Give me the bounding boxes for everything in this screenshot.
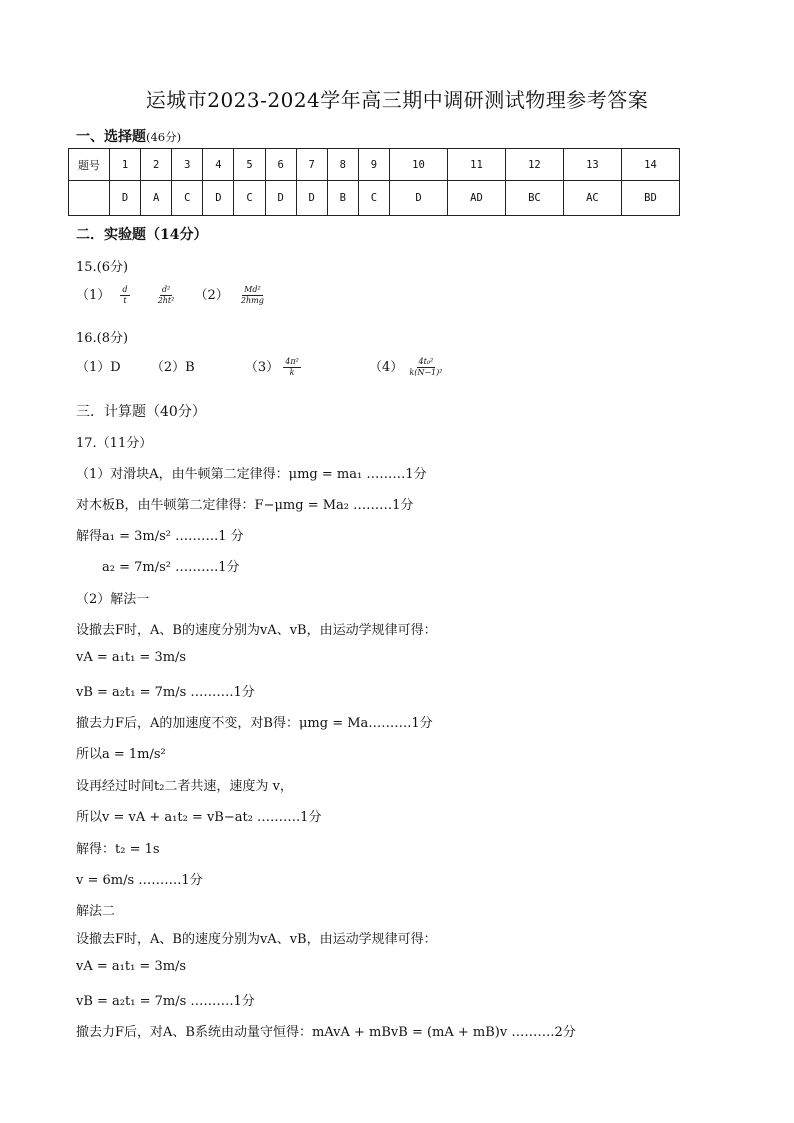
table-cell-number: 2 [141, 149, 172, 181]
section-calc-score: （40分） [146, 404, 206, 420]
q17-line: 解得a₁ = 3m/s² ……….1 分 [76, 529, 244, 544]
table-cell-number: 3 [172, 149, 203, 181]
table-cell-number: 12 [505, 149, 563, 181]
table-cell-answer: BD [621, 181, 679, 216]
q15-f1-denominator: t [123, 296, 127, 305]
answer-table [68, 148, 680, 216]
q16-f4-numerator: 4π² [285, 357, 299, 366]
table-cell-number: 14 [621, 149, 679, 181]
q17-line: vA = a₁t₁ = 3m/s [76, 650, 187, 665]
page-title: 运城市2023-2024学年高三期中调研测试物理参考答案 [145, 88, 649, 112]
table-cell-answer: BC [505, 181, 563, 216]
section-experiment-heading [76, 224, 207, 244]
section-choice-heading [76, 126, 181, 146]
q15-f3-denominator: 2hmg [240, 296, 264, 305]
q17-line: 设撤去F时，A、B的速度分别为vA、vB，由运动学规律可得： [76, 932, 437, 947]
q17-line: 设撤去F时，A、B的速度分别为vA、vB，由运动学规律可得： [76, 623, 437, 638]
q17-line: vB = a₂t₁ = 7m/s ……….1分 [76, 685, 255, 700]
q17-line: 解得：t₂ = 1s [76, 842, 160, 857]
q16-label: 16.(8分) [76, 331, 129, 346]
q16-answers [76, 356, 450, 377]
table-cell-number: 8 [327, 149, 358, 181]
q15-fraction-3 [239, 286, 266, 305]
section-calc-heading [76, 401, 206, 421]
q17-line: a₂ = 7m/s² ……….1分 [102, 560, 240, 575]
q15-f2-denominator: 2ht² [157, 296, 175, 305]
table-cell-answer: B [327, 181, 358, 216]
section-choice-score: (46分) [146, 130, 182, 144]
q15-part2-label: （2） [194, 288, 229, 303]
q17-line: 设再经过时间t₂二者共速，速度为 v， [76, 779, 293, 794]
q15-f3-numerator: Md² [244, 285, 261, 294]
q17-line: v = 6m/s ……….1分 [76, 873, 203, 888]
q17-line: vA = a₁t₁ = 3m/s [76, 959, 187, 974]
table-cell-answer: C [234, 181, 265, 216]
section-experiment-title: 二．实验题 [76, 227, 146, 243]
q16-f4-denominator: k [289, 368, 295, 377]
q15-part1-label: （1） [76, 288, 111, 303]
table-cell-number: 5 [234, 149, 265, 181]
table-row-answers [69, 181, 680, 216]
q17-line: 撤去力F后，对A、B系统由动量守恒得：mAvA + mBvB = (mA + mB)v ……….2分 [76, 1025, 576, 1040]
q16-fraction-1 [283, 358, 301, 377]
q17-line: 所以v = vA + a₁t₂ = vB−at₂ ……….1分 [76, 810, 322, 825]
q17-line: （2）解法一 [76, 592, 150, 607]
table-cell-empty [69, 181, 110, 216]
table-cell-number: 13 [563, 149, 621, 181]
section-calc-title: 三．计算题 [76, 404, 146, 420]
table-cell-number: 1 [110, 149, 141, 181]
q16-f5-denominator: k(N−1)² [409, 368, 443, 377]
q15-fraction-1 [120, 286, 129, 305]
q17-line: vB = a₂t₁ = 7m/s ……….1分 [76, 994, 255, 1009]
table-cell-number: 10 [389, 149, 447, 181]
table-cell-answer: AD [447, 181, 505, 216]
q15-answers [76, 284, 272, 305]
section-experiment-score: （14分） [146, 227, 208, 243]
q16-f5-numerator: 4t₀² [418, 357, 434, 366]
table-cell-number: 6 [265, 149, 296, 181]
table-row-numbers [69, 149, 680, 181]
q15-f2-numerator: d² [161, 285, 171, 294]
table-cell-answer: AC [563, 181, 621, 216]
q17-label: 17.（11分） [76, 436, 153, 451]
table-cell-number: 9 [358, 149, 389, 181]
q16-answer-1: （1）D [76, 360, 121, 375]
q17-line: 撤去力F后，A的加速度不变，对B得：μmg = Ma……….1分 [76, 716, 433, 731]
q16-part3-label: （3） [244, 360, 280, 375]
table-header-label: 题号 [69, 149, 110, 181]
q16-fraction-2 [407, 358, 444, 377]
q15-f1-numerator: d [122, 285, 128, 294]
q15-label: 15.(6分) [76, 260, 129, 275]
q17-line: 对木板B，由牛顿第二定律得：F−μmg = Ma₂ ………1分 [76, 498, 414, 513]
section-choice-title: 一、选择题 [76, 129, 146, 145]
q15-fraction-2 [156, 286, 177, 305]
q16-part4-label: （4） [368, 360, 404, 375]
table-cell-number: 11 [447, 149, 505, 181]
table-cell-answer: D [389, 181, 447, 216]
q17-line: （1）对滑块A，由牛顿第二定律得：μmg = ma₁ ………1分 [76, 467, 427, 482]
table-cell-answer: D [265, 181, 296, 216]
q17-line: 解法二 [76, 904, 116, 919]
table-cell-number: 7 [296, 149, 327, 181]
table-cell-answer: C [172, 181, 203, 216]
table-cell-answer: C [358, 181, 389, 216]
q17-line: 所以a = 1m/s² [76, 747, 166, 762]
table-cell-answer: A [141, 181, 172, 216]
table-cell-answer: D [296, 181, 327, 216]
q16-answer-2: （2）B [150, 360, 195, 375]
table-cell-number: 4 [203, 149, 234, 181]
table-cell-answer: D [110, 181, 141, 216]
table-cell-answer: D [203, 181, 234, 216]
